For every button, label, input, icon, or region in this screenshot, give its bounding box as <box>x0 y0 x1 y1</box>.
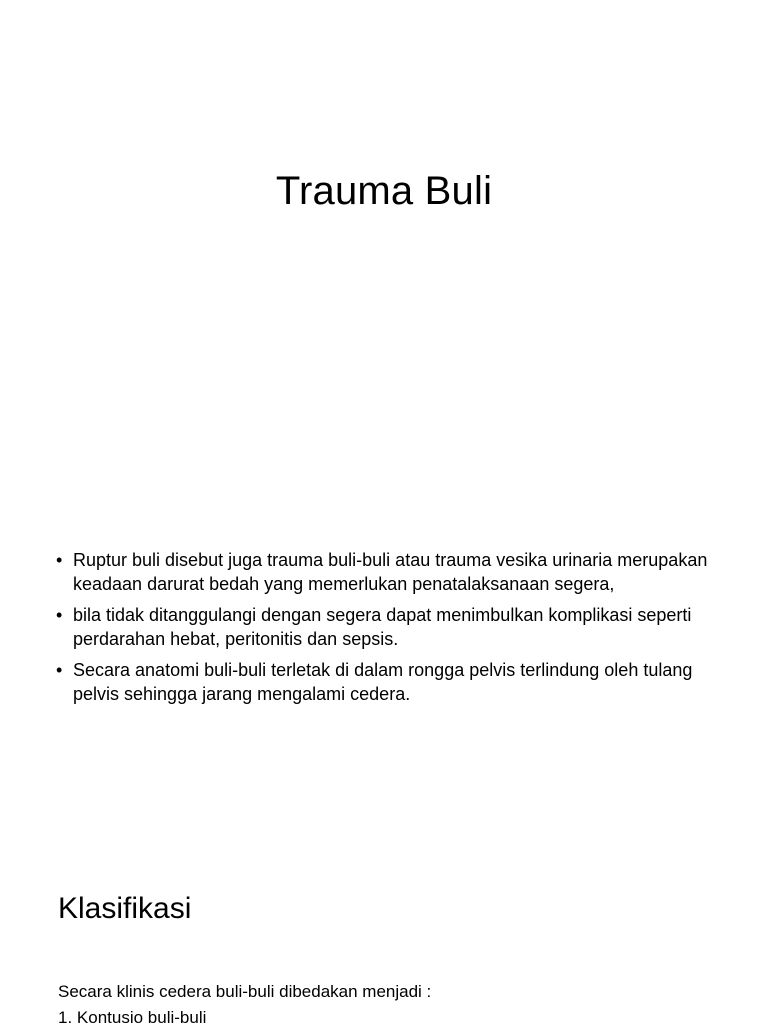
bullet-text: Secara anatomi buli-buli terletak di dalam rongga pelvis terlindung oleh tulang pelvis sehingga jarang mengalami cedera. <box>73 660 693 704</box>
bullet-item <box>56 549 726 596</box>
bullet-item <box>56 604 726 651</box>
slide-classification-heading: Klasifikasi <box>58 892 192 925</box>
slide-classification <box>0 868 768 1027</box>
bullet-mark: • <box>56 605 63 625</box>
bullet-text: Ruptur buli disebut juga trauma buli-buli atau trauma vesika urinaria merupakan keadaan darurat bedah yang memerlukan penatalaksanaan segera, <box>73 550 708 594</box>
bullet-text: bila tidak ditanggulangi dengan segera dapat menimbulkan komplikasi seperti perdarahan hebat, peritonitis dan sepsis. <box>73 605 692 649</box>
bullet-mark: • <box>56 550 63 570</box>
bullet-item <box>56 659 726 706</box>
classification-list-item: 1. Kontusio buli-buli <box>58 1008 207 1027</box>
slide-title-heading: Trauma Buli <box>275 169 493 213</box>
bullet-mark: • <box>56 660 63 680</box>
classification-intro: Secara klinis cedera buli-buli dibedakan menjadi : <box>58 982 432 1001</box>
bullet-list <box>56 549 726 714</box>
slide-bullets <box>0 528 768 828</box>
